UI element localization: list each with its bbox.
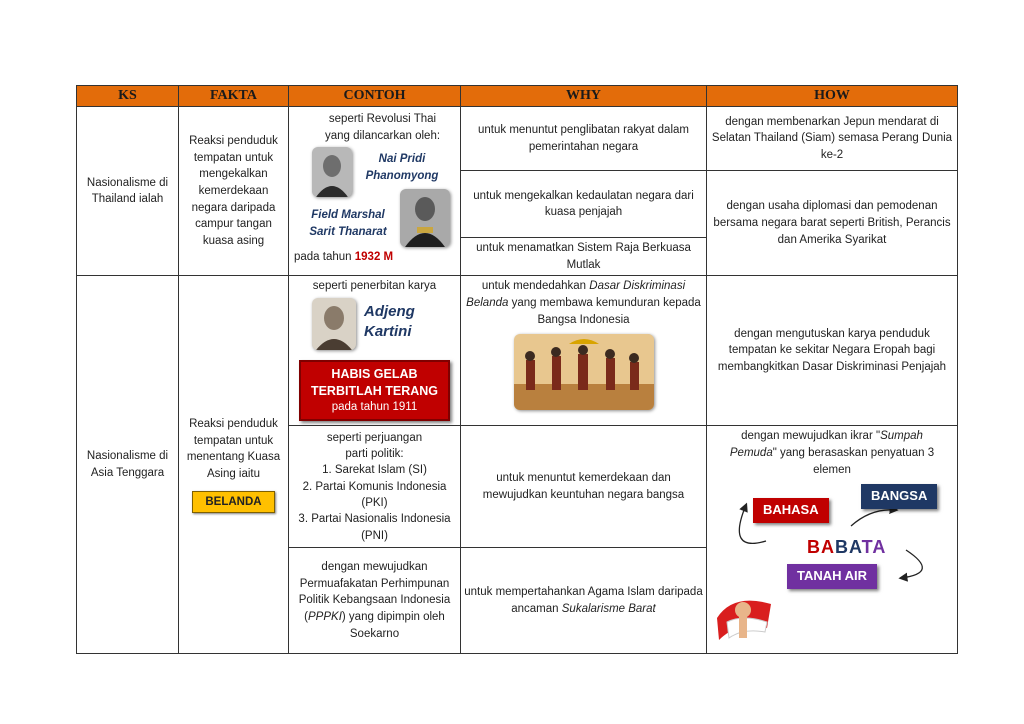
header-how: HOW <box>707 86 958 107</box>
person-pridi: Nai Pridi Phanomyong <box>365 153 439 182</box>
fist-flag-icon <box>713 588 775 644</box>
babata-ba-2: BA <box>835 537 862 558</box>
why-kartini <box>461 276 707 426</box>
pppki-em: PPPKI <box>308 611 342 624</box>
how-sumpah-pemuda <box>707 426 958 654</box>
parti-item-3: 3. Partai Nasionalis Indonesia (PNI) <box>298 513 451 542</box>
year-line <box>294 249 393 266</box>
habis-gelab-line2: TERBITLAH TERANG <box>310 383 439 398</box>
pppki-pre: dengan mewujudkan Permuafakatan Perhimpunan Politik Kebangsaan Indonesia ( <box>298 561 451 624</box>
header-contoh: CONTOH <box>289 86 461 107</box>
habis-gelab-box <box>299 360 450 421</box>
how-thailand-2: dengan usaha diplomasi dan pemodenan bersama negara barat seperti British, Perancis dan Amerika Syarikat <box>707 171 958 276</box>
babata-word <box>807 534 886 560</box>
parti-intro-2: parti politik: <box>345 447 404 460</box>
sumpah-post: " yang berasaskan penyatuan 3 elemen <box>772 446 935 476</box>
contoh-thailand <box>289 107 461 276</box>
year-prefix: pada tahun <box>294 251 352 264</box>
babata-ta: TA <box>861 537 887 558</box>
contoh-pppki <box>289 548 461 654</box>
header-why: WHY <box>461 86 707 107</box>
why-thailand-2: untuk mengekalkan kedaulatan negara dari kuasa penjajah <box>461 171 707 238</box>
how-thailand-1: dengan membenarkan Jepun mendarat di Selatan Thailand (Siam) semasa Perang Dunia ke-2 <box>707 107 958 171</box>
why-thailand-1: untuk menuntut penglibatan rakyat dalam pemerintahan negara <box>461 107 707 171</box>
colonial-army-illustration <box>514 334 654 410</box>
sumpah-pemuda-text <box>711 428 953 478</box>
belanda-badge: BELANDA <box>192 491 274 514</box>
contoh-parti <box>289 426 461 548</box>
ks-asia-tenggara: Nasionalisme di Asia Tenggara <box>77 276 179 654</box>
sarit-portrait <box>400 189 450 247</box>
fakta-thailand: Reaksi penduduk tempatan untuk mengekalkan kemerdekaan negara daripada campur tangan kuasa asing <box>179 107 289 276</box>
how-kartini: dengan mengutuskan karya penduduk tempatan ke sekitar Negara Eropah bagi membangkitkan Dasar Diskriminasi Penjajah <box>707 276 958 426</box>
parti-intro-1: seperti perjuangan <box>326 431 423 444</box>
parti-item-1: 1. Sarekat Islam (SI) <box>322 464 427 477</box>
comparison-table <box>76 85 958 654</box>
tag-tanah-air: TANAH AIR <box>787 564 877 589</box>
person-kartini: Adjeng Kartini <box>364 302 415 341</box>
why-pppki-pre: untuk mempertahankan Agama Islam daripada ancaman <box>464 586 703 615</box>
pridi-portrait <box>312 147 352 197</box>
why-pppki <box>461 548 707 654</box>
sumpah-pre: dengan mewujudkan ikrar " <box>741 430 881 443</box>
person-sarit: Field Marshal Sarit Thanarat <box>309 209 387 238</box>
contoh-kartini <box>289 276 461 426</box>
tag-bangsa: BANGSA <box>861 484 937 509</box>
tag-bahasa: BAHASA <box>753 498 829 523</box>
contoh-thailand-intro: seperti Revolusi Thai yang dilancarkan oleh: <box>324 113 441 142</box>
kartini-portrait <box>312 298 356 350</box>
habis-gelab-line1: HABIS GELAB <box>331 366 418 381</box>
parti-item-2: 2. Partai Komunis Indonesia (PKI) <box>302 480 447 509</box>
why-thailand-3: untuk menamatkan Sistem Raja Berkuasa Mutlak <box>461 238 707 276</box>
ks-thailand: Nasionalisme di Thailand ialah <box>77 107 179 276</box>
why-parti: untuk menuntut kemerdekaan dan mewujudkan keuntuhan negara bangsa <box>461 426 707 548</box>
why-kartini-em: Dasar Diskriminasi Belanda <box>466 280 686 309</box>
babata-ba-1: BA <box>807 537 835 558</box>
why-kartini-pre: untuk mendedahkan <box>481 280 587 293</box>
kartini-intro: seperti penerbitan karya <box>312 280 437 293</box>
why-kartini-post: yang membawa kemunduran kepada Bangsa Indonesia <box>511 296 701 326</box>
babata-diagram <box>711 478 953 648</box>
fakta-asia-text: Reaksi penduduk tempatan untuk menentang Kuasa Asing iaitu <box>186 418 281 481</box>
habis-gelab-line3: pada tahun 1911 <box>331 400 418 413</box>
pppki-post: ) yang dipimpin oleh Soekarno <box>341 611 445 640</box>
why-pppki-em: Sukalarisme Barat <box>561 602 656 615</box>
header-ks: KS <box>77 86 179 107</box>
header-fakta: FAKTA <box>179 86 289 107</box>
sumpah-em: Sumpah Pemuda <box>729 430 923 459</box>
fakta-asia-tenggara <box>179 276 289 654</box>
year-value: 1932 M <box>354 251 394 264</box>
